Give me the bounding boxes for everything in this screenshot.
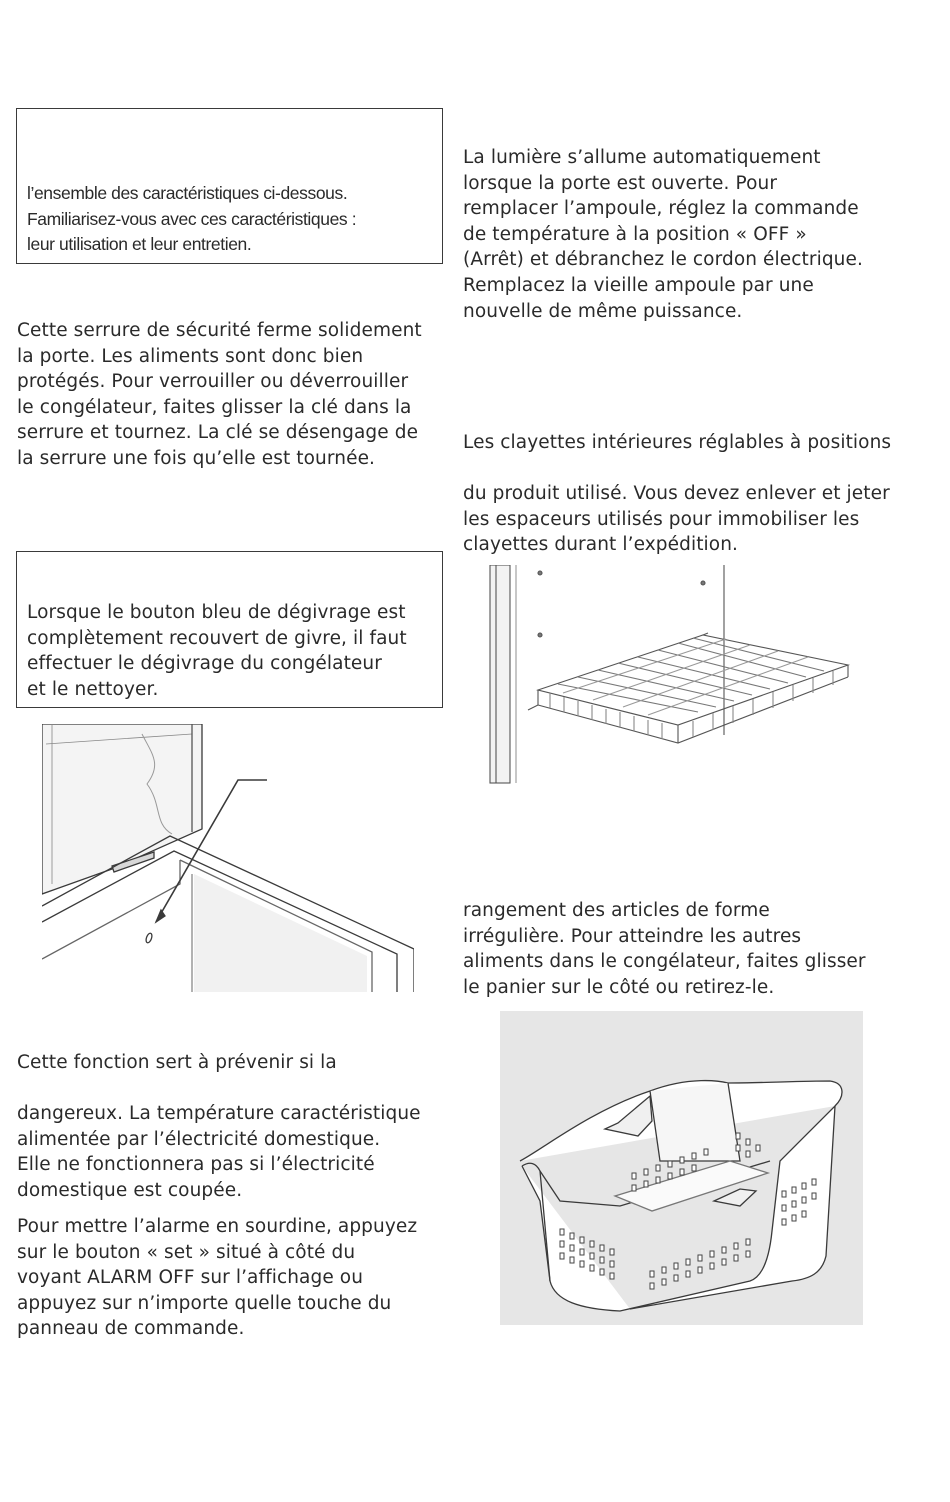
freezer-lid-figure (42, 724, 414, 992)
intro-line-1: l’ensemble des caractéristiques ci-dessous. (27, 183, 348, 203)
intro-line-3: leur utilisation et leur entretien. (27, 234, 252, 254)
light-paragraph: La lumière s’allume automatiquement lorsque la porte est ouverte. Pour remplacer l’ampoule, réglez la commande de température à la position « OFF » (Arrêt) et débranchez le cordon électrique. Remplacez la vieille ampoule par une nouvelle de même puissance. (463, 147, 863, 322)
basket-figure (500, 1011, 863, 1325)
wire-shelf-figure (488, 565, 886, 785)
alarm-paragraph-3: Pour mettre l’alarme en sourdine, appuyez sur le bouton « set » situé à côté du voyant ALARM OFF sur l’affichage ou appuyez sur n’importe quelle touche du panneau de commande. (17, 1216, 418, 1340)
shelves-line-1: Les clayettes intérieures réglables à positions (463, 432, 892, 453)
shelves-paragraph-2: du produit utilisé. Vous devez enlever et jeter les espaceurs utilisés pour immobiliser les clayettes durant l’expédition. (463, 483, 890, 556)
intro-box (16, 108, 443, 264)
alarm-paragraph-2: dangereux. La température caractéristique alimentée par l’électricité domestique. Elle ne fonctionnera pas si l’électricité domestique est coupée. (17, 1103, 421, 1201)
alarm-line-1: Cette fonction sert à prévenir si la (17, 1052, 337, 1073)
defrost-box (16, 551, 443, 708)
lock-paragraph: Cette serrure de sécurité ferme solidement la porte. Les aliments sont donc bien protégés. Pour verrouiller ou déverrouiller le congélateur, faites glisser la clé dans la serrure et tournez. La clé se désengage de la serrure une fois qu’elle est tournée. (17, 320, 422, 469)
defrost-paragraph: Lorsque le bouton bleu de dégivrage est complètement recouvert de givre, il faut effectuer le dégivrage du congélateur et le nettoyer. (27, 602, 407, 700)
basket-paragraph: rangement des articles de forme irrégulière. Pour atteindre les autres aliments dans le congélateur, faites glisser le panier sur le côté ou retirez-le. (463, 900, 866, 998)
intro-line-2: Familiarisez-vous avec ces caractéristiques : (27, 209, 357, 229)
